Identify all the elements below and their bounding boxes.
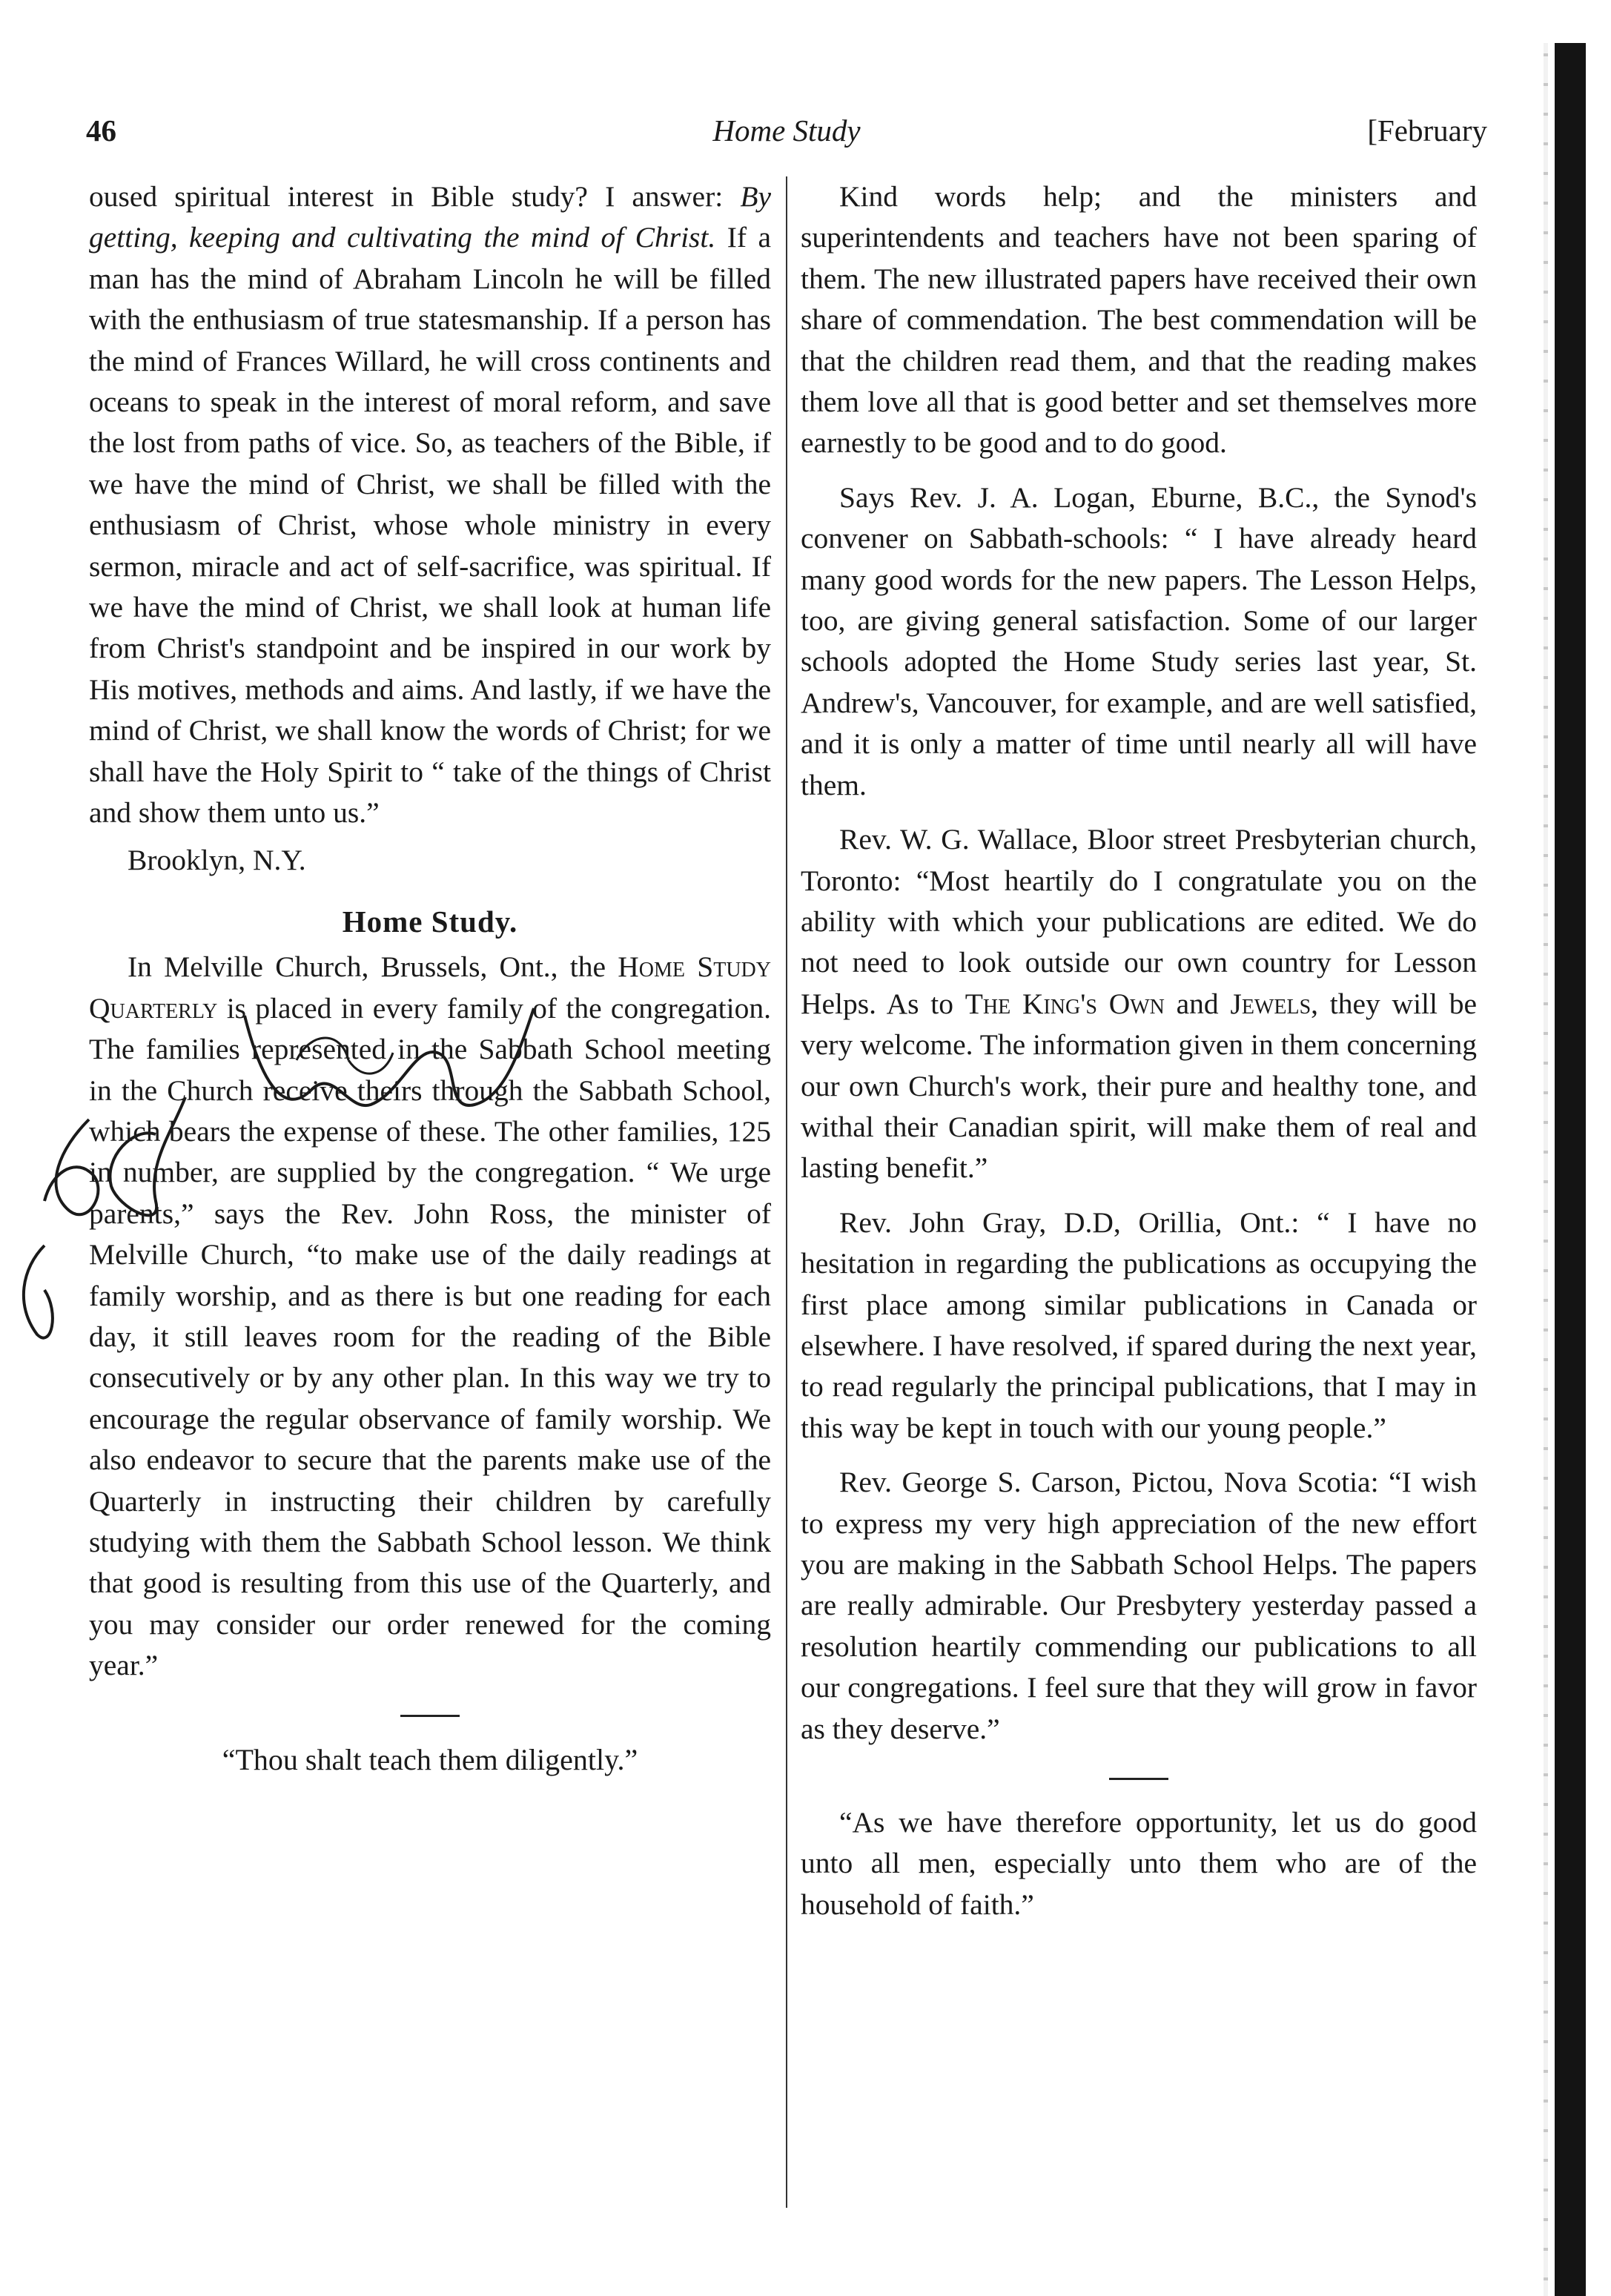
quarterly-name: Home Study Quarterly [89,950,771,1025]
right-p3-start: Rev. W. G. Wallace, Bloor street Presbyterian church, Toronto: “Most heartily do I congratulate you on the ability with which your publications are edited. We do not need to look outside our own country for Lesson Helps. As to [801,823,1477,1020]
left-p1-rest: If a man has the mind of Abraham Lincoln he will be filled with the enthusiasm of true statesmanship. If a person has the mind of Frances Willard, he will cross continents and oceans to speak in the interest of moral reform, and save the lost from paths of vice. So, as teachers of the Bible, if we have the mind of Christ, we shall be filled with the enthusiasm of Christ, whose whole ministry in every sermon, miracle and act of self-sacrifice, was spiritual. If we have the mind of Christ, we shall look at human life from Christ's standpoint and be inspired in our work by His motives, methods and aims. And lastly, if we have the mind of Christ, we shall know the words of Christ; for we shall have the Holy Spirit to “ take of the things of Christ and show them unto us.” [89,221,771,830]
scan-edge-bar [1555,43,1586,2296]
page-number: 46 [86,113,116,148]
left-paragraph-2 [89,947,771,1686]
left-closing-quote: “Thou shalt teach them diligently.” [222,1742,638,1776]
right-paragraph-5: Rev. George S. Carson, Pictou, Nova Scotia: “I wish to express my very high appreciation of the new effort you are making in the Sabbath School Helps. The papers are really admirable. Our Presbytery yesterday passed a resolution heartily commending our publications to all our congregations. I feel sure that they will grow in favor as they deserve.” [801,1466,1477,1745]
right-column [801,176,1477,1925]
left-p1-emphasis: By getting, keeping and cultivating the mind of Christ. [89,180,772,254]
right-p3-and: and [1176,987,1219,1020]
left-column [89,176,771,1780]
right-paragraph-1: Kind words help; and the ministers and superintendents and teachers have not been sparing of them. The new illustrated papers have received their own share of commendation. The best commendation will be that the children read them, and that the reading makes them love all that is good better and set themselves more earnestly to be good and to do good. [801,180,1477,460]
running-month: [February [1367,113,1487,148]
right-paragraph-4: Rev. John Gray, D.D, Orillia, Ont.: “ I have no hesitation in regarding the publications as occupying the first place among similar publications in Canada or elsewhere. I have resolved, if spared during the next year, to read regularly the principal publications, that I may in this way be kept in touch with our young people.” [801,1205,1477,1444]
signature-line: Brooklyn, N.Y. [128,843,306,876]
scan-edge-specks [1544,43,1548,2296]
right-closing-quote: “As we have therefore opportunity, let us do good unto all men, especially unto them who are of the household of faith.” [801,1806,1477,1921]
left-paragraph-1 [89,176,771,834]
section-heading: Home Study. [342,904,518,939]
kings-own-name: The King's Own [965,987,1165,1020]
left-p1-text: oused spiritual interest in Bible study? I answer: [89,180,724,213]
separator-rule [400,1715,460,1717]
jewels-name: Jewels, [1230,987,1319,1020]
page-header [86,113,1487,157]
right-paragraph-2: Says Rev. J. A. Logan, Eburne, B.C., the Synod's convener on Sabbath-schools: “ I have already heard many good words for the new papers. The Lesson Helps, too, are giving general satisfaction. Some of our larger schools adopted the Home Study series last year, St. Andrew's, Vancouver, for example, and are well satisfied, and it is only a matter of time until nearly all will have them. [801,480,1477,801]
column-divider [786,176,787,2208]
separator-rule-right [1109,1778,1168,1780]
running-title: Home Study [712,113,861,148]
left-p2-rest: is placed in every family of the congregation. The families represented in the Sabbath School meeting in the Church receive theirs through the Sabbath School, which bears the expense of these. The other families, 125 in number, are supplied by the congregation. “ We urge parents,” says the Rev. John Ross, the minister of Melville Church, “to make use of the daily readings at family worship, and as there is but one reading for each day, it still leaves room for the reading of the Bible consecutively or by any other plan. In this way we try to encourage the regular observance of family worship. We also endeavor to secure that the parents make use of the Quarterly in instructing their children by carefully studying with them the Sabbath School lesson. We think that good is resulting from this use of the Quarterly, and you may consider our order renewed for the coming year.” [89,991,772,1682]
right-paragraph-3 [801,819,1477,1189]
right-p3-rest: they will be very welcome. The information given in them concerning our own Church's work, their pure and healthy tone, and withal their Canadian spirit, will make them of real and lasting benefit.” [801,987,1478,1185]
left-p2-start: In Melville Church, Brussels, Ont., the [128,950,606,984]
